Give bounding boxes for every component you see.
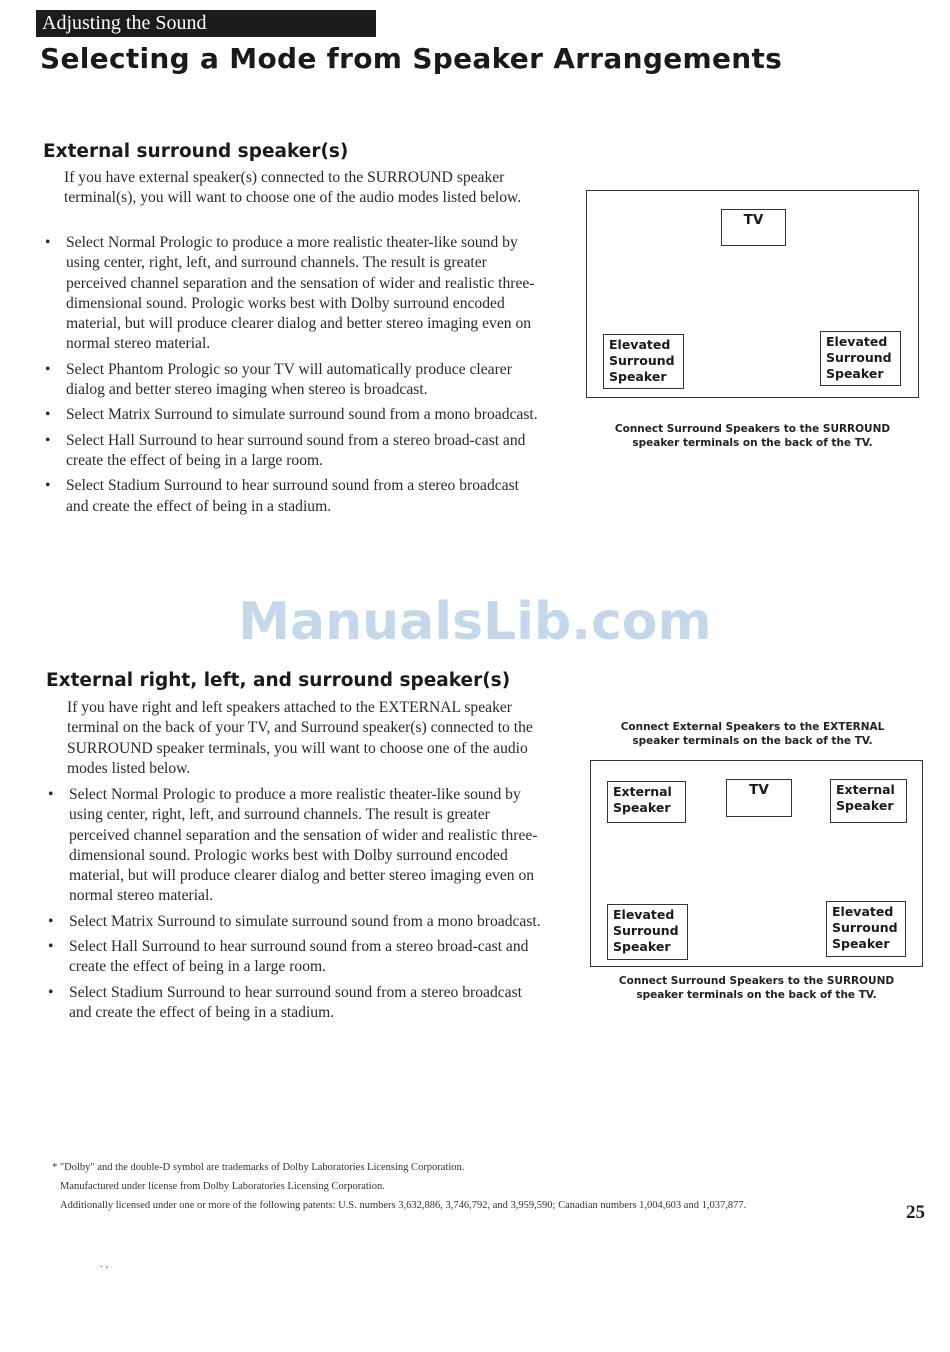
tv-box: TV — [726, 779, 792, 817]
section-label: Adjusting the Sound — [42, 12, 207, 34]
section2-mode-list — [47, 785, 547, 1028]
elevated-surround-speaker-right: Elevated Surround Speaker — [820, 331, 901, 386]
bullet: • — [48, 938, 54, 956]
bullet: • — [45, 431, 51, 449]
bullet: • — [45, 406, 51, 424]
page-number: 25 — [906, 1202, 925, 1223]
tv-box: TV — [721, 209, 786, 246]
footnote — [52, 1158, 746, 1215]
list-item: • Select Phantom Prologic so your TV will automatically produce clearer dialog and better stereo imaging when stereo is broadcast. — [45, 360, 512, 399]
list-item: • Select Hall Surround to hear surround sound from a stereo broad-cast and create the effect of being in a large room. — [45, 431, 526, 469]
section2-intro: If you have right and left speakers attached to the EXTERNAL speaker terminal on the back of your TV, and Surround speaker(s) connected to the SURROUND speaker terminals, you will want to choose one of the audio modes listed below. — [67, 699, 533, 777]
speaker-diagram-external-surround — [590, 760, 923, 967]
bullet: • — [48, 912, 54, 930]
elevated-surround-speaker-left: Elevated Surround Speaker — [603, 334, 684, 389]
watermark: ManualsLib.com — [238, 592, 712, 652]
list-item: • Select Matrix Surround to simulate surround sound from a mono broadcast. — [44, 405, 544, 425]
section-header-bar — [36, 10, 376, 37]
bullet: • — [45, 234, 51, 251]
list-item: • Select Hall Surround to hear surround sound from a stereo broad-cast and create the effect of being in a large room. — [48, 938, 529, 976]
section1-mode-list — [44, 233, 544, 522]
list-item: • Select Normal Prologic to produce a more realistic theater-like sound by using center, right, left, and surround channels. The result is greater perceived channel separation and the sensation of wider and realistic three-dimensional sound. Prologic works best with Dolby surround encoded material, but will produce clearer dialog and better stereo imaging even on normal stereo material. — [48, 786, 538, 905]
diagram2-top-caption: Connect External Speakers to the EXTERNAL speaker terminals on the back of the TV. — [620, 721, 885, 747]
bullet: • — [45, 360, 51, 378]
external-speaker-left: External Speaker — [607, 781, 686, 823]
section2-heading: External right, left, and surround speaker(s) — [46, 670, 511, 691]
list-item: • Select Matrix Surround to simulate surround sound from a mono broadcast. — [47, 912, 547, 932]
footnote-line: Additionally licensed under one or more of the following patents: U.S. numbers 3,632,886, 3,746,792, and 3,959,590; Canadian numbers 1,004,603 and 1,037,877. — [60, 1200, 747, 1211]
section1-heading: External surround speaker(s) — [43, 141, 349, 162]
list-item: • Select Stadium Surround to hear surround sound from a stereo broadcast and create the effect of being in a stadium. — [45, 477, 519, 515]
diagram2-caption: Connect Surround Speakers to the SURROUND speaker terminals on the back of the TV. — [618, 975, 895, 1001]
footnote-line: Manufactured under license from Dolby Laboratories Licensing Corporation. — [60, 1181, 385, 1192]
bullet: • — [48, 786, 54, 803]
elevated-surround-speaker-right: Elevated Surround Speaker — [826, 901, 906, 957]
elevated-surround-speaker-left: Elevated Surround Speaker — [607, 904, 688, 960]
list-item: • Select Normal Prologic to produce a more realistic theater-like sound by using center, right, left, and surround channels. The result is greater perceived channel separation and the sensation of wider and realistic three-dimensional sound. Prologic works best with Dolby surround encoded material, but will produce clearer dialog and better stereo imaging even on normal stereo material. — [45, 234, 535, 353]
speaker-diagram-surround — [586, 190, 919, 398]
stray-mark: . , — [100, 1258, 109, 1270]
page-title: Selecting a Mode from Speaker Arrangements — [40, 42, 783, 75]
diagram1-caption: Connect Surround Speakers to the SURROUND speaker terminals on the back of the TV. — [614, 423, 891, 449]
section1-intro: If you have external speaker(s) connected to the SURROUND speaker terminal(s), you will want to choose one of the audio modes listed below. — [64, 169, 522, 207]
footnote-line: * "Dolby" and the double-D symbol are trademarks of Dolby Laboratories Licensing Corporation. — [52, 1162, 465, 1173]
list-item: • Select Stadium Surround to hear surround sound from a stereo broadcast and create the effect of being in a stadium. — [48, 983, 522, 1021]
bullet: • — [48, 983, 54, 1001]
bullet: • — [45, 477, 51, 495]
external-speaker-right: External Speaker — [830, 779, 907, 823]
